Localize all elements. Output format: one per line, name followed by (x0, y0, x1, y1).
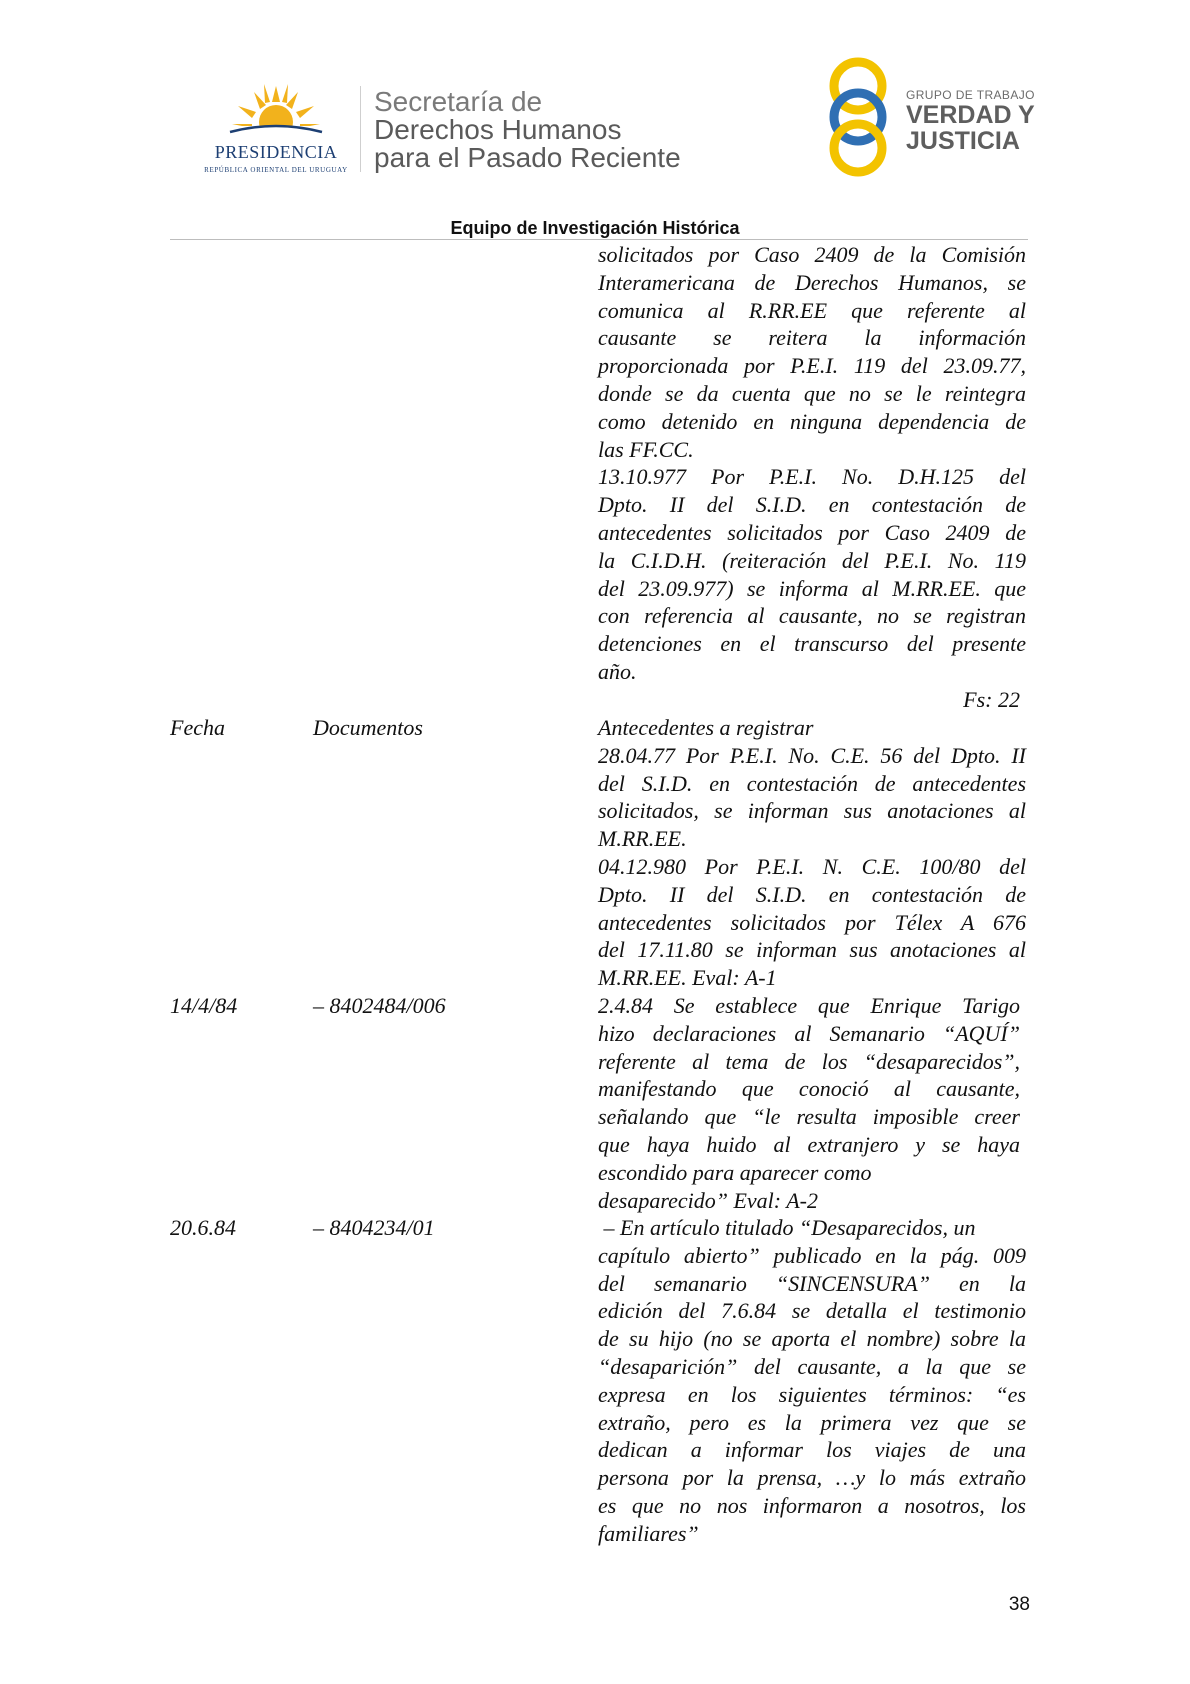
text-line: 2.4.84 Se establece que Enrique Tarigo (598, 993, 1020, 1018)
text-line: es que no nos informaron a nosotros, los (598, 1492, 1026, 1518)
vyj-line-3: JUSTICIA (906, 127, 1020, 155)
text-line: referente al tema de los “desaparecidos”, (598, 1048, 1020, 1074)
text-line: Dpto. II del S.I.D. en contestación de (598, 881, 1026, 907)
text-line: solicitados por Caso 2409 de la Comisión (598, 242, 1026, 267)
presidencia-wordmark: PRESIDENCIA (214, 142, 338, 162)
text-line: M.RR.EE. (598, 826, 687, 852)
secretaria-line-3: para el Pasado Reciente (374, 142, 681, 173)
text-line: – En artículo titulado “Desaparecidos, un (598, 1215, 976, 1240)
verdad-justicia-logo (820, 54, 1050, 180)
text-line: hizo declaraciones al Semanario “AQUÍ” (598, 1020, 1020, 1046)
text-line: persona por la prensa, …y lo más extraño (598, 1465, 1026, 1491)
text-line: proporcionada por P.E.I. 119 del 23.09.77, (598, 353, 1026, 379)
sun-emblem-icon (226, 80, 326, 140)
folio-number: Fs: 22 (963, 686, 1020, 712)
page-header-title: Equipo de Investigación Histórica (450, 218, 740, 238)
row-documento: – 8402484/006 (313, 993, 446, 1018)
text-line: las FF.CC. (598, 436, 694, 462)
text-line: causante se reitera la información (598, 325, 1026, 351)
row-fecha: 20.6.84 (170, 1215, 236, 1240)
text-line: solicitados, se informan sus anotaciones al (598, 798, 1026, 824)
text-line: detenciones en el transcurso del presente (598, 631, 1026, 657)
text-line: de su hijo (no se aporta el nombre) sobre la (598, 1326, 1026, 1352)
column-header-fecha: Fecha (170, 715, 225, 740)
text-line: con referencia al causante, no se registran (598, 603, 1026, 629)
column-header-documentos: Documentos (313, 715, 423, 740)
text-line: del 17.11.80 se informan sus anotaciones al (598, 937, 1026, 963)
text-line: capítulo abierto” publicado en la pág. 009 (598, 1242, 1026, 1268)
text-line: Dpto. II del S.I.D. en contestación de (598, 492, 1026, 518)
text-line: escondido para aparecer como (598, 1159, 872, 1185)
row-antecedentes (598, 1214, 1026, 1548)
text-line: extraño, pero es la primera vez que se (598, 1409, 1026, 1435)
text-line: M.RR.EE. Eval: A-1 (598, 965, 777, 991)
presidencia-logo (196, 80, 356, 180)
text-line: “desaparición” del causante, a la que se (598, 1353, 1026, 1379)
verdad-justicia-text (906, 88, 1035, 154)
presidencia-subtitle: REPÚBLICA ORIENTAL DEL URUGUAY (204, 166, 348, 174)
text-line: antecedentes solicitados por Caso 2409 de (598, 519, 1026, 545)
text-line: Interamericana de Derechos Humanos, se (598, 269, 1026, 295)
text-line: la C.I.D.H. (reiteración del P.E.I. No. 119 (598, 547, 1026, 573)
row-fecha: 14/4/84 (170, 993, 238, 1018)
column-header-antecedentes: Antecedentes a registrar (598, 715, 814, 740)
text-line: 04.12.980 Por P.E.I. N. C.E. 100/80 del (598, 853, 1026, 879)
text-line: 28.04.77 Por P.E.I. No. C.E. 56 del Dpto. II (598, 742, 1026, 768)
text-line: del 23.09.977) se informa al M.RR.EE. que (598, 575, 1026, 601)
text-line: desaparecido” Eval: A-2 (598, 1187, 818, 1213)
continuation-text (598, 241, 1026, 714)
header-divider (360, 86, 361, 172)
secretaria-line-1: Secretaría de (374, 86, 543, 117)
secretaria-line-2: Derechos Humanos (374, 114, 622, 145)
text-line: edición del 7.6.84 se detalla el testimonio (598, 1298, 1026, 1324)
row-documento: – 8404234/01 (313, 1215, 435, 1240)
page-number: 38 (1008, 1594, 1030, 1615)
text-line: comunica al R.RR.EE que referente al (598, 297, 1026, 323)
text-line: como detenido en ninguna dependencia de (598, 408, 1026, 434)
secretaria-logo-text (374, 88, 734, 172)
vyj-line-1: GRUPO DE TRABAJO (906, 88, 1035, 102)
text-line: 13.10.977 Por P.E.I. No. D.H.125 del (598, 464, 1026, 490)
text-line: expresa en los siguientes términos: “es (598, 1381, 1026, 1407)
antecedentes-section (598, 714, 1026, 992)
text-line: año. (598, 658, 637, 684)
text-line: que haya huido al extranjero y se haya (598, 1131, 1020, 1157)
interlocked-rings-icon (820, 54, 900, 180)
text-line: del S.I.D. en contestación de antecedentes (598, 770, 1026, 796)
text-line: familiares” (598, 1520, 699, 1546)
text-line: manifestando que conoció al causante, (598, 1076, 1020, 1102)
text-line: señalando que “le resulta imposible creer (598, 1104, 1020, 1130)
text-line: dedican a informar los viajes de una (598, 1437, 1026, 1463)
text-line: del semanario “SINCENSURA” en la (598, 1270, 1026, 1296)
header-rule (170, 239, 1028, 240)
text-line: antecedentes solicitados por Télex A 676 (598, 909, 1026, 935)
vyj-line-2: VERDAD Y (906, 101, 1035, 129)
text-line: donde se da cuenta que no se le reintegra (598, 380, 1026, 406)
row-antecedentes (598, 992, 1020, 1214)
